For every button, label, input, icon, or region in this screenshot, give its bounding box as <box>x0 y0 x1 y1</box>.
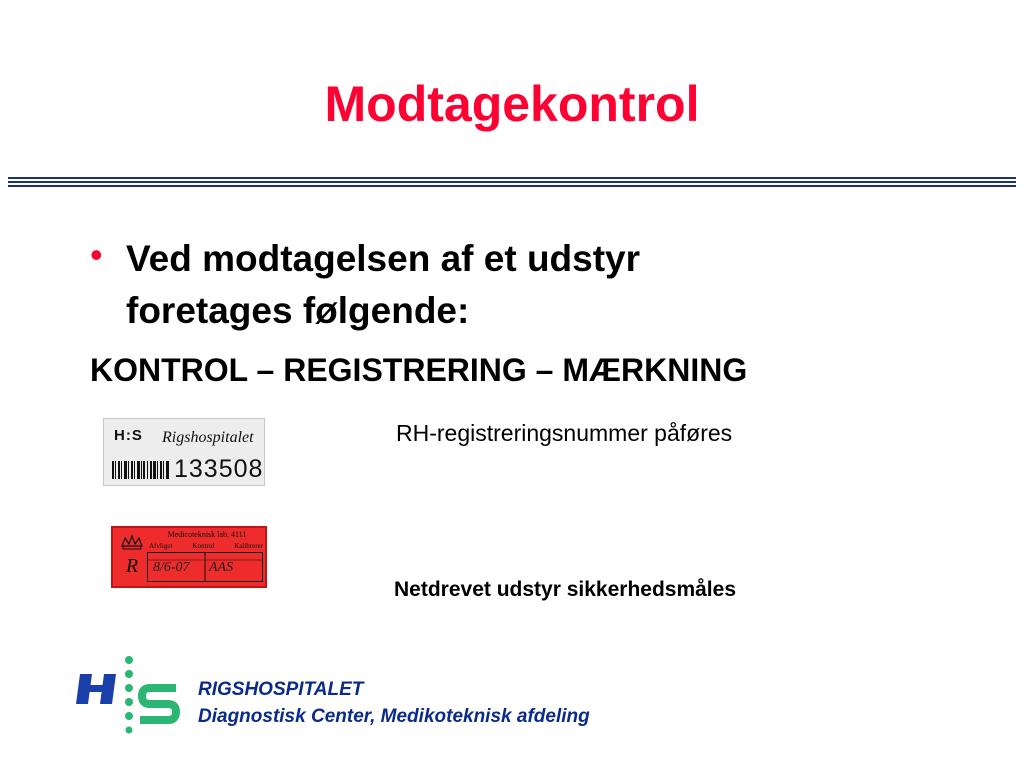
safety-label: Netdrevet udstyr sikkerhedsmåles <box>394 578 736 601</box>
sticker-hospital-name: Rigshospitalet <box>162 429 254 446</box>
bullet-text <box>126 233 826 337</box>
sticker-field: Kontrol <box>192 542 215 550</box>
svg-text:R: R <box>125 555 139 577</box>
sticker-field: Afvliget <box>149 542 173 550</box>
hs-logo-icon <box>74 654 184 734</box>
handwritten-date: 8/6-07 <box>153 560 190 575</box>
safety-test-sticker-image <box>111 526 267 588</box>
title-divider <box>8 177 1016 188</box>
sticker-hs-logo: H:S <box>114 427 143 444</box>
crown-crest-icon <box>117 534 147 580</box>
sticker-registration-number: 133508 <box>174 455 264 483</box>
bullet-line-2: foretages følgende: <box>126 290 470 331</box>
registration-label: RH-registreringsnummer påføres <box>396 420 733 446</box>
bullet-line-1: Ved modtagelsen af et udstyr <box>126 238 641 279</box>
process-steps: KONTROL – REGISTRERING – MÆRKNING <box>90 352 748 388</box>
registration-sticker-image <box>103 418 265 486</box>
sticker-field: Kalibrerer <box>234 542 263 550</box>
bullet-marker: • <box>90 234 103 275</box>
slide-title: Modtagekontrol <box>324 76 700 132</box>
footer-department: Diagnostisk Center, Medikoteknisk afdeling <box>198 706 590 727</box>
handwritten-initials: AAS <box>209 560 234 575</box>
footer-org: RIGSHOSPITALET <box>198 679 364 700</box>
sticker-header: Medicoteknisk lab. 4111 <box>167 530 247 539</box>
barcode-icon <box>112 461 172 479</box>
sticker-fields <box>149 542 263 550</box>
